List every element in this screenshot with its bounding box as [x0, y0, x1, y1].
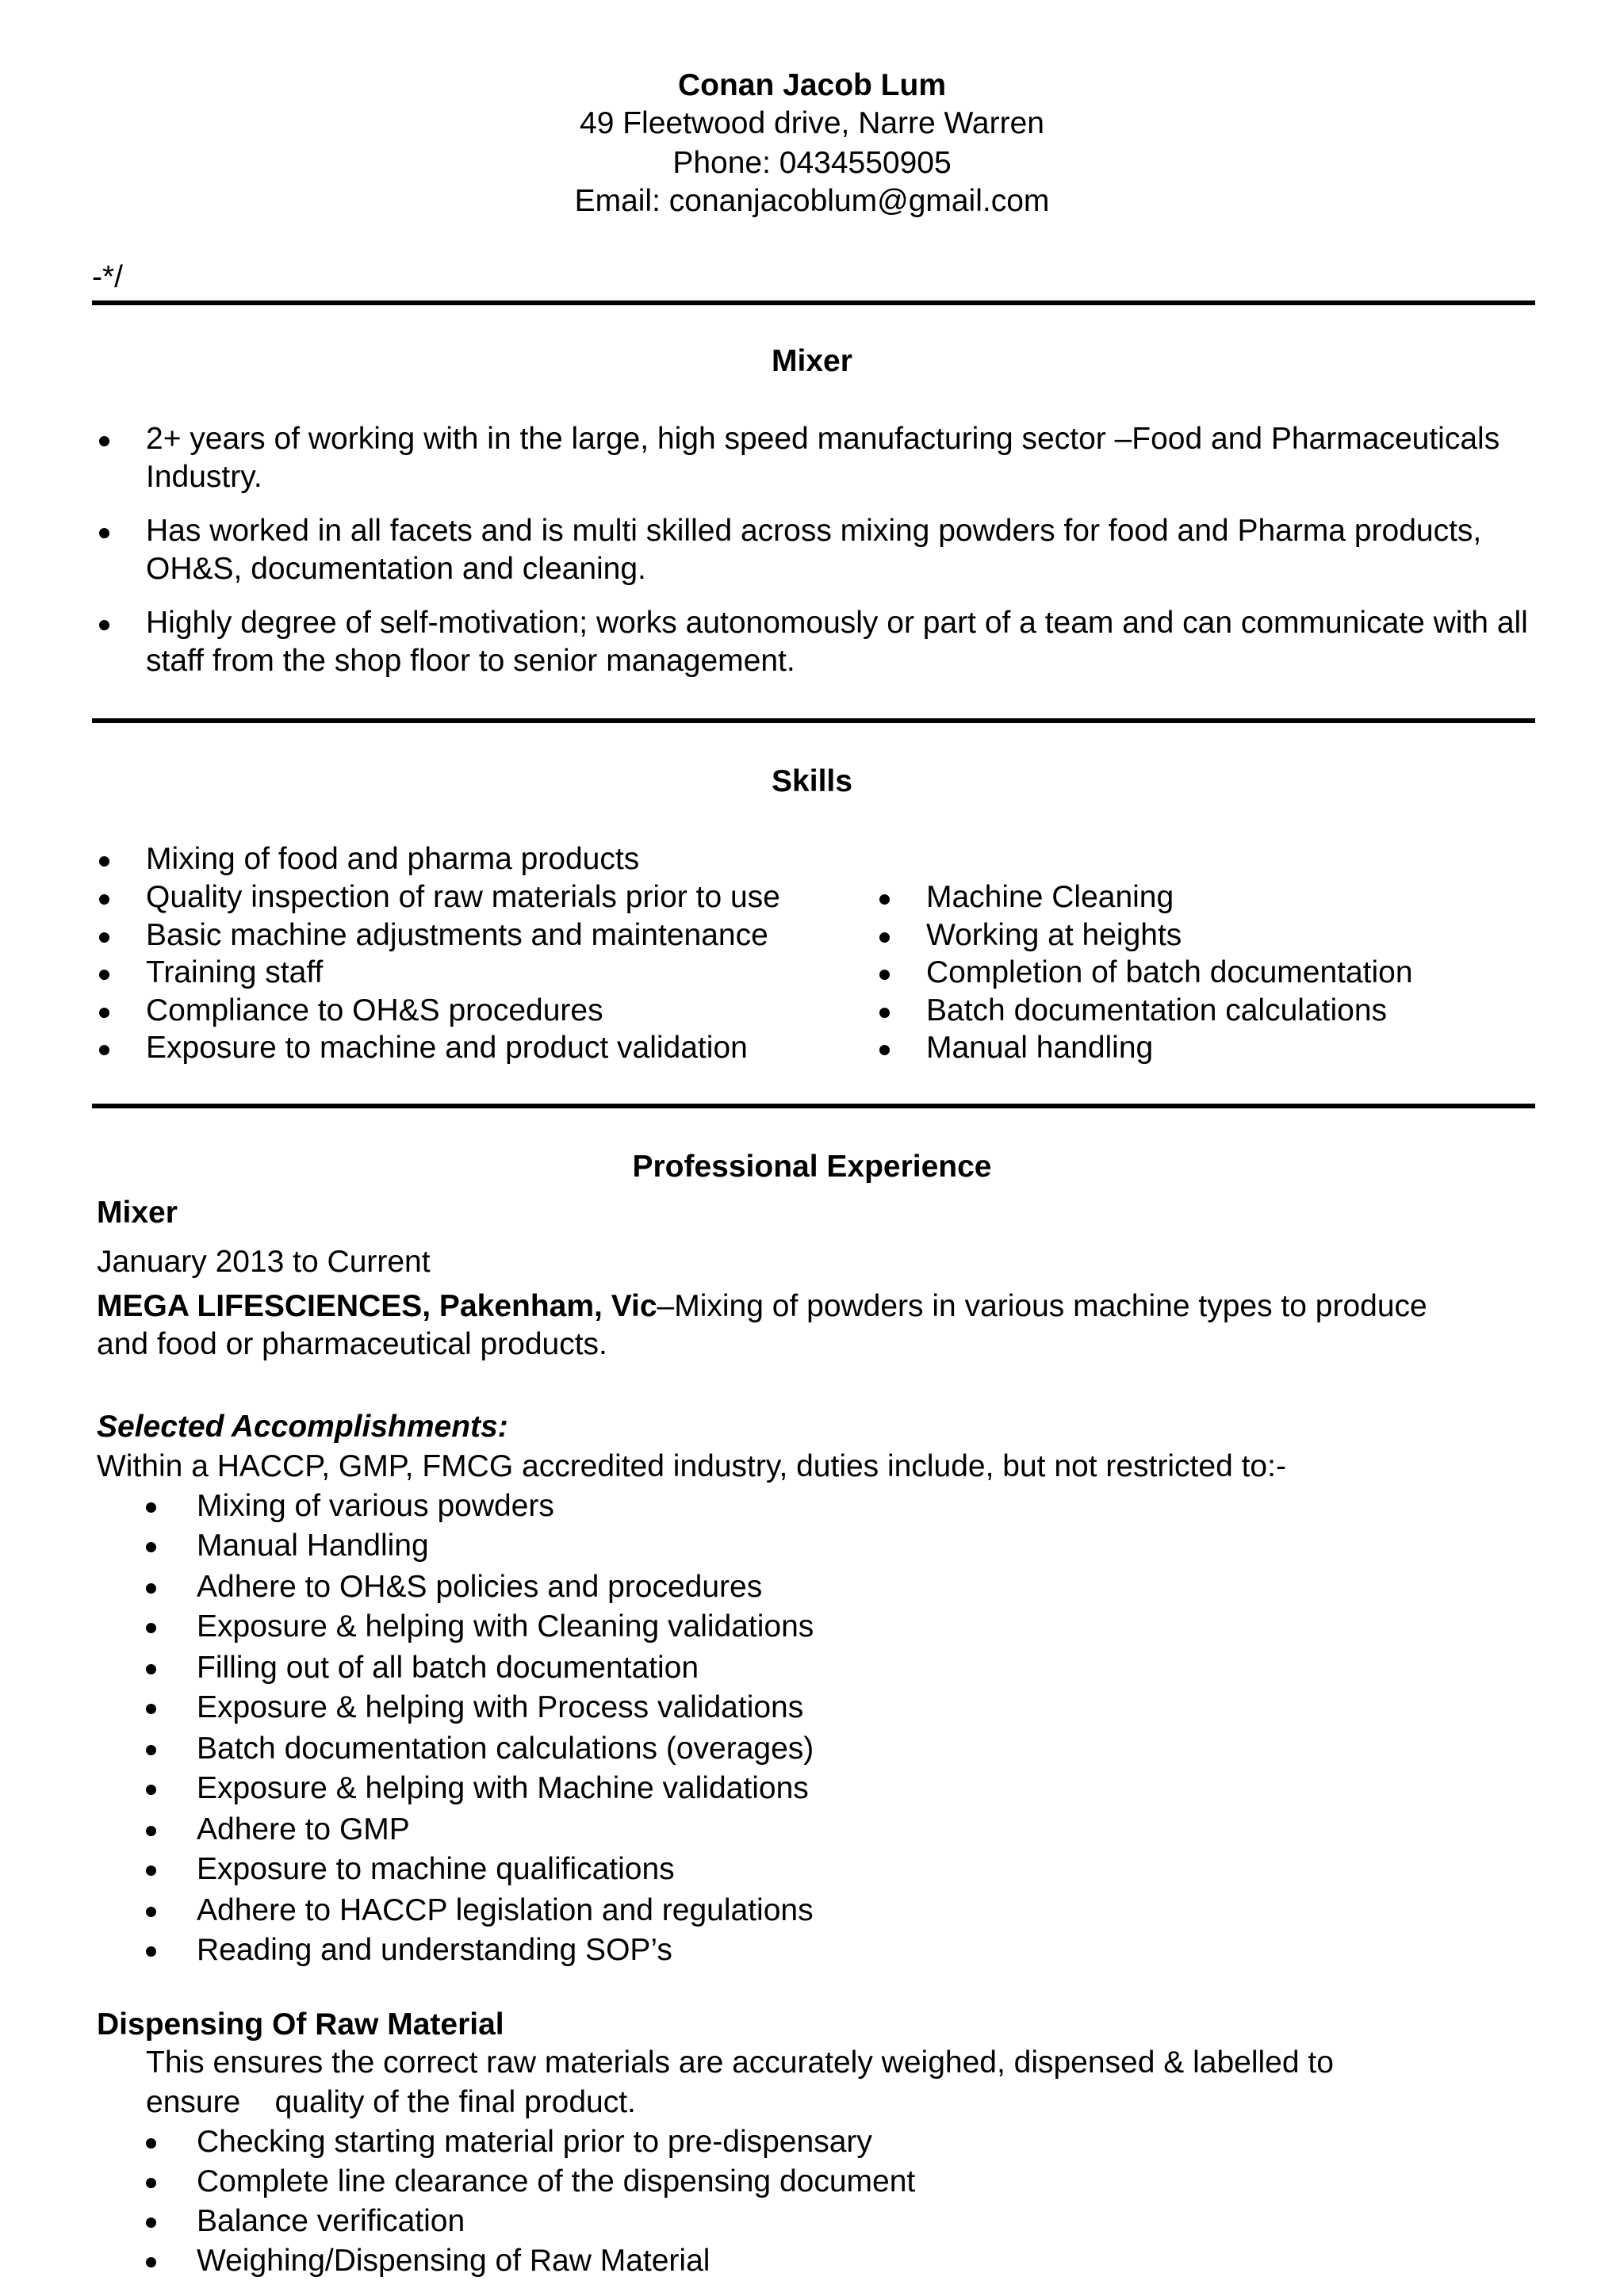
bullet-icon	[99, 970, 109, 980]
company-name: MEGA LIFESCIENCES, Pakenham, Vic	[97, 1289, 657, 1323]
dispensing-description: This ensures the correct raw materials are accurately weighed, dispensed & labelled to	[146, 2045, 1334, 2080]
bullet-icon	[146, 1623, 156, 1633]
job-description-continued: and food or pharmaceutical products.	[97, 1327, 607, 1361]
bullet-icon	[146, 1866, 156, 1876]
resume-page: Conan Jacob Lum 49 Fleetwood drive, Narre Warren Phone: 0434550905 Email: conanjacoblum@gmail.com -*/ Mixer 2+ years of working with in the large, high speed manufacturing sector –Food and Pharmaceuticals Industry. Has worked in all facets and is multi skilled across mixing powders for food and Pharma products, OH&S, documentation and cleaning. Highly degree of self-motivation; works autonomously or part of a team and can communicate with all staff from the shop floor to senior management. Skills Mixing of food and pharma products Quality inspection of raw materials prior to use Basic machine adjustments and maintenance Training staff Compliance to OH&S procedures Exposure to machine and product validation Machine Cleaning Working at heights Completion of batch documentation Batch documentation calculations Manual handling Professional Experience Mixer January 2013 to Current MEGA LIFESCIENCES, Pakenham, Vic–Mixing of powders in various machine types to produce and food or pharmaceutical products. Selected Accomplishments: Within a HACCP, GMP, FMCG accredited industry, duties include, but not restricted to:- Mixing of various powders Manual Handling Adhere to OH&S policies and procedures Exposure & helping with Cleaning validations Filling out of all batch documentation Exposure & helping with Process validations Batch documentation calculations (overages) Exposure & helping with Machine validations Adhere to GMP Exposure to machine qualifications Adhere to HACCP legislation and regulations Reading and understanding SOP’s Dispensing Of Raw Material This ensures the correct raw materials are accurately weighed, dispensed & labelled to ensure quality of the final product. Checking starting material prior to pre-dispensary Complete line clearance of the dispensing document Balance verification Weighing/Dispensing of Raw Material	[0, 0, 1624, 2296]
email: Email: conanjacoblum@gmail.com	[574, 184, 1050, 218]
dispensing-heading: Dispensing Of Raw Material	[97, 2007, 504, 2042]
bullet-icon	[99, 1045, 109, 1055]
phone: Phone: 0434550905	[672, 146, 952, 180]
bullet-icon	[146, 1542, 156, 1552]
candidate-name: Conan Jacob Lum	[677, 68, 947, 102]
skills-title: Skills	[772, 764, 852, 798]
bullet-icon	[879, 932, 890, 943]
bullet-icon	[146, 1785, 156, 1795]
bullet-icon	[879, 894, 890, 905]
bullet-icon	[146, 1502, 156, 1513]
bullet-icon	[146, 1745, 156, 1755]
section-divider	[92, 1104, 1535, 1108]
bullet-icon	[146, 1583, 156, 1594]
bullet-icon	[879, 1045, 890, 1055]
bullet-icon	[146, 1704, 156, 1714]
bullet-icon	[879, 970, 890, 980]
experience-title: Professional Experience	[632, 1150, 992, 1184]
bullet-icon	[99, 436, 109, 446]
bullet-icon	[146, 1664, 156, 1674]
bullet-icon	[146, 2218, 156, 2228]
job-title: Mixer	[97, 1196, 178, 1230]
bullet-icon	[99, 856, 109, 867]
bullet-icon	[146, 1946, 156, 1957]
bullet-icon	[99, 620, 109, 630]
job-dates: January 2013 to Current	[97, 1245, 431, 1279]
job-description: MEGA LIFESCIENCES, Pakenham, Vic–Mixing of powders in various machine types to produce	[97, 1289, 1427, 1323]
bullet-icon	[146, 2138, 156, 2149]
stray-mark: -*/	[92, 260, 123, 294]
bullet-icon	[99, 528, 109, 538]
dispensing-description-continued: ensure quality of the final product.	[146, 2085, 636, 2119]
section-divider	[92, 718, 1535, 723]
bullet-icon	[146, 2257, 156, 2267]
accomplishments-heading: Selected Accomplishments:	[97, 1410, 508, 1444]
address: 49 Fleetwood drive, Narre Warren	[580, 106, 1044, 140]
bullet-icon	[99, 932, 109, 943]
summary-title: Mixer	[772, 344, 852, 378]
bullet-icon	[879, 1008, 890, 1018]
bullet-icon	[146, 1907, 156, 1917]
accomplishments-intro: Within a HACCP, GMP, FMCG accredited industry, duties include, but not restricted to:-	[97, 1449, 1286, 1483]
bullet-icon	[146, 1826, 156, 1836]
bullet-icon	[99, 894, 109, 905]
bullet-icon	[99, 1008, 109, 1018]
bullet-icon	[146, 2178, 156, 2188]
section-divider	[92, 300, 1535, 305]
